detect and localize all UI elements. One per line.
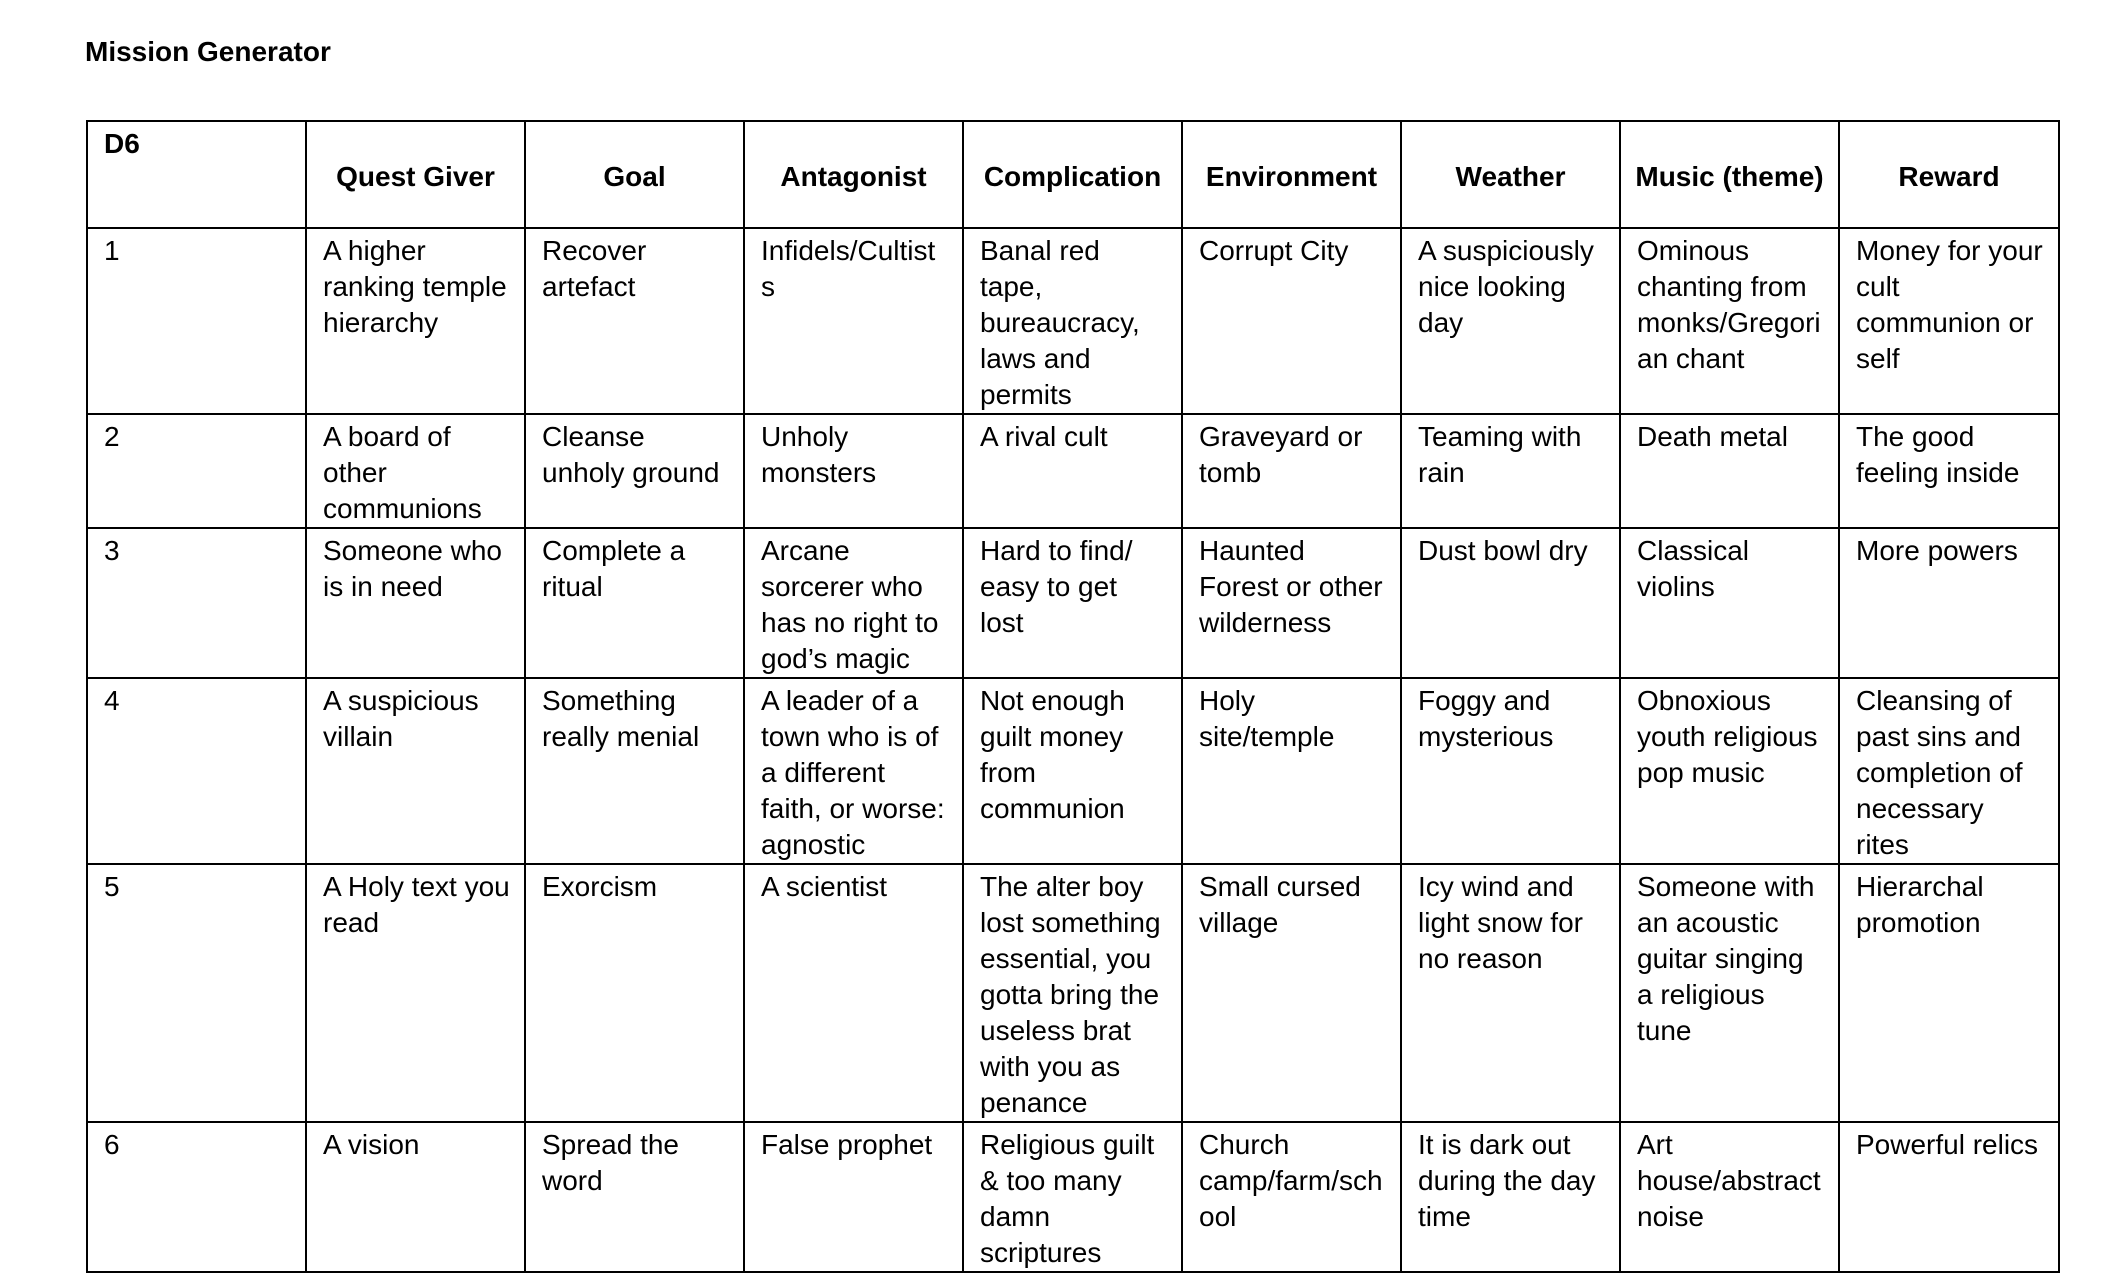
environment-cell: Graveyard or tomb	[1182, 414, 1401, 528]
antagonist-cell: False prophet	[744, 1122, 963, 1272]
complication-cell: The alter boy lost something essential, you gotta bring the useless brat with you as penance	[963, 864, 1182, 1122]
reward-cell: More powers	[1839, 528, 2059, 678]
antagonist-cell: Arcane sorcerer who has no right to god’s magic	[744, 528, 963, 678]
column-header-d6: D6	[87, 121, 306, 228]
quest-giver-cell: A Holy text you read	[306, 864, 525, 1122]
d6-cell: 2	[87, 414, 306, 528]
complication-cell: Banal red tape, bureaucracy, laws and permits	[963, 228, 1182, 414]
quest-giver-cell: A vision	[306, 1122, 525, 1272]
antagonist-cell: A scientist	[744, 864, 963, 1122]
column-header-reward: Reward	[1839, 121, 2059, 228]
music-cell: Classical violins	[1620, 528, 1839, 678]
antagonist-cell: Infidels/Cultists	[744, 228, 963, 414]
reward-cell: Cleansing of past sins and completion of necessary rites	[1839, 678, 2059, 864]
column-header-music: Music (theme)	[1620, 121, 1839, 228]
quest-giver-cell: A suspicious villain	[306, 678, 525, 864]
music-cell: Death metal	[1620, 414, 1839, 528]
weather-cell: Dust bowl dry	[1401, 528, 1620, 678]
goal-cell: Exorcism	[525, 864, 744, 1122]
page-title: Mission Generator	[85, 36, 331, 67]
quest-giver-cell: Someone who is in need	[306, 528, 525, 678]
table-row	[87, 228, 2059, 414]
complication-cell: A rival cult	[963, 414, 1182, 528]
quest-giver-cell: A higher ranking temple hierarchy	[306, 228, 525, 414]
reward-cell: Powerful relics	[1839, 1122, 2059, 1272]
mission-table	[86, 120, 2060, 1273]
d6-cell: 6	[87, 1122, 306, 1272]
weather-cell: It is dark out during the day time	[1401, 1122, 1620, 1272]
antagonist-cell: Unholy monsters	[744, 414, 963, 528]
reward-cell: Money for your cult communion or self	[1839, 228, 2059, 414]
column-header-environment: Environment	[1182, 121, 1401, 228]
table-row	[87, 414, 2059, 528]
environment-cell: Small cursed village	[1182, 864, 1401, 1122]
environment-cell: Holy site/temple	[1182, 678, 1401, 864]
music-cell: Ominous chanting from monks/Gregorian chant	[1620, 228, 1839, 414]
column-header-goal: Goal	[525, 121, 744, 228]
quest-giver-cell: A board of other communions	[306, 414, 525, 528]
music-cell: Obnoxious youth religious pop music	[1620, 678, 1839, 864]
goal-cell: Complete a ritual	[525, 528, 744, 678]
weather-cell: A suspiciously nice looking day	[1401, 228, 1620, 414]
antagonist-cell: A leader of a town who is of a different faith, or worse: agnostic	[744, 678, 963, 864]
d6-cell: 1	[87, 228, 306, 414]
environment-cell: Haunted Forest or other wilderness	[1182, 528, 1401, 678]
table-row	[87, 1122, 2059, 1272]
weather-cell: Teaming with rain	[1401, 414, 1620, 528]
d6-cell: 4	[87, 678, 306, 864]
complication-cell: Religious guilt & too many damn scriptures	[963, 1122, 1182, 1272]
d6-cell: 5	[87, 864, 306, 1122]
column-header-antagonist: Antagonist	[744, 121, 963, 228]
goal-cell: Cleanse unholy ground	[525, 414, 744, 528]
column-header-weather: Weather	[1401, 121, 1620, 228]
goal-cell: Spread the word	[525, 1122, 744, 1272]
environment-cell: Church camp/farm/school	[1182, 1122, 1401, 1272]
weather-cell: Icy wind and light snow for no reason	[1401, 864, 1620, 1122]
table-row	[87, 864, 2059, 1122]
complication-cell: Hard to find/ easy to get lost	[963, 528, 1182, 678]
column-header-quest-giver: Quest Giver	[306, 121, 525, 228]
table-row	[87, 528, 2059, 678]
goal-cell: Recover artefact	[525, 228, 744, 414]
d6-cell: 3	[87, 528, 306, 678]
goal-cell: Something really menial	[525, 678, 744, 864]
complication-cell: Not enough guilt money from communion	[963, 678, 1182, 864]
music-cell: Someone with an acoustic guitar singing a religious tune	[1620, 864, 1839, 1122]
environment-cell: Corrupt City	[1182, 228, 1401, 414]
reward-cell: The good feeling inside	[1839, 414, 2059, 528]
column-header-complication: Complication	[963, 121, 1182, 228]
weather-cell: Foggy and mysterious	[1401, 678, 1620, 864]
reward-cell: Hierarchal promotion	[1839, 864, 2059, 1122]
music-cell: Art house/abstract noise	[1620, 1122, 1839, 1272]
table-header-row	[87, 121, 2059, 228]
table-row	[87, 678, 2059, 864]
